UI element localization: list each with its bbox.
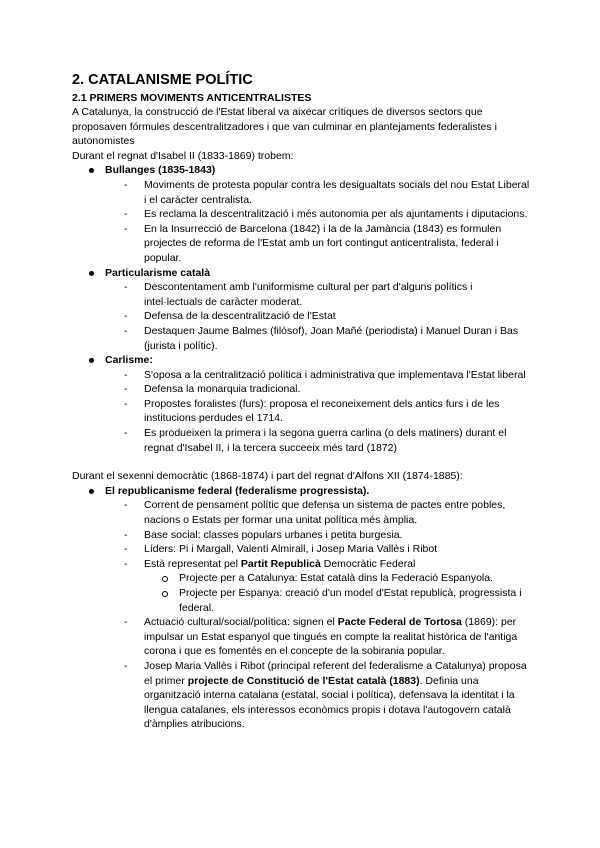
list-item: - Destaquen Jaume Balmes (filòsof), Joan Mañé (periodista) i Manuel Duran i Bas (jurista i polític).	[124, 324, 519, 352]
sexenni-bullet-list	[72, 484, 532, 732]
bullet-dot-icon	[89, 168, 94, 173]
bullet-dot-icon	[89, 271, 94, 276]
bullet-title: Bullanges (1835-1843)	[105, 164, 216, 177]
bullet-particularisme	[72, 266, 532, 354]
intro-paragraph: A Catalunya, la construcció de l'Estat liberal va aixecar crítiques de diversos sectors que proposaven fórmules descentralitzadores i que van culminar en plantejaments federalistes i autonomistes	[72, 106, 497, 148]
list-item: - Es reclama la descentralització i més autonomia per als ajuntaments i diputacions.	[124, 208, 528, 221]
section-title: 2. CATALANISME POLÍTIC	[72, 72, 253, 88]
dash-icon: -	[124, 528, 128, 541]
list-item: - Base social: classes populars urbanes i petita burgesia.	[124, 528, 403, 541]
particularisme-list	[105, 280, 532, 353]
list-item: - Està representat pel Partit Republicà Democràtic Federal Projecte per a Catalunya: Estat català dins la Federació Espanyola. Projecte per Espanya: creació d'un model d'Estat republicà, progressista i federal.	[105, 557, 532, 615]
carlisme-list	[105, 368, 532, 456]
sublist-item: Projecte per Espanya: creació d'un model d'Estat republicà, progressista i federal.	[144, 586, 532, 615]
list-item: - Defensa la monarquia tradicional.	[124, 383, 301, 396]
dash-icon: -	[124, 222, 128, 235]
dash-icon: -	[124, 543, 128, 556]
list-item: - Actuació cultural/social/política: signen el Pacte Federal de Tortosa (1869): per impulsar un Estat espanyol que tingués en compte la realitat històrica de l'antiga corona i que es fomentés en el concepte de la sobirania popular.	[124, 616, 518, 658]
dash-icon: -	[124, 499, 128, 512]
sublist-item: Projecte per a Catalunya: Estat català dins la Federació Espanyola.	[144, 571, 532, 586]
list-item: - Propostes foralistes (furs): proposa el reconeixement dels antics furs i de les institucions perdudes el 1714.	[124, 397, 500, 425]
dash-icon: -	[124, 178, 128, 191]
dash-icon: -	[124, 397, 128, 410]
bullet-title: Particularisme català	[105, 266, 211, 279]
isabel-bullet-list	[72, 163, 532, 455]
project-sublist	[144, 571, 532, 615]
list-item: - S'oposa a la centralització política i administrativa que implementava l'Estat liberal	[124, 368, 526, 381]
dash-icon: -	[124, 427, 128, 440]
bullet-title: El republicanisme federal (federalisme progressista).	[105, 484, 370, 497]
sexenni-intro: Durant el sexenni democràtic (1868-1874) i part del regnat d'Alfons XII (1874-1885):	[72, 470, 463, 483]
list-item: - Líders: Pi i Margall, Valentí Almirall, i Josep Maria Vallès i Ribot	[124, 543, 438, 556]
bullet-republicanisme	[72, 484, 532, 732]
list-item: - Es produeixen la primera i la segona guerra carlina (o dels matiners) durant el regnat d'Isabel II, i la tercera succeeix més tard (1872)	[124, 427, 507, 454]
bullet-dot-icon	[89, 358, 94, 363]
circle-bullet-icon	[162, 591, 168, 597]
dash-icon: -	[124, 557, 128, 570]
circle-bullet-icon	[162, 576, 168, 582]
dash-icon: -	[124, 310, 128, 323]
republicanisme-list	[105, 498, 532, 732]
dash-icon: -	[124, 324, 128, 337]
list-item: - Descontentament amb l'uniformisme cultural per part d'alguns polítics i intel·lectuals de caràcter moderat.	[124, 281, 473, 308]
isabel-intro: Durant el regnat d'Isabel II (1833-1869) trobem:	[72, 149, 294, 162]
bullanges-list	[105, 178, 532, 266]
dash-icon: -	[124, 208, 128, 221]
document-page	[72, 72, 532, 732]
dash-icon: -	[124, 281, 128, 294]
list-item: - Corrent de pensament polític que defensa un sistema de pactes entre pobles, nacions o Estats per formar una unitat política més àmplia.	[124, 499, 506, 527]
list-item: - Moviments de protesta popular contra les desigualtats socials del nou Estat Liberal i el caràcter centralista.	[124, 178, 530, 206]
list-item: - Josep Maria Vallès i Ribot (principal referent del federalisme a Catalunya) proposa el primer projecte de Constitució de l'Estat català (1883). Definia una organització interna catalana (estatal, social i política), defensava la identitat i la llengua catalanes, els interessos econòmics propis i dotava l'autogovern català d'àmplies atribucions.	[124, 659, 527, 731]
dash-icon: -	[124, 659, 128, 672]
dash-icon: -	[124, 616, 128, 629]
bullet-bullanges	[72, 163, 532, 265]
bullet-dot-icon	[89, 489, 94, 494]
bullet-carlisme	[72, 353, 532, 455]
bullet-title: Carlisme:	[105, 354, 153, 367]
list-item: - Defensa de la descentralització de l'Estat	[124, 310, 336, 323]
subsection-title: 2.1 PRIMERS MOVIMENTS ANTICENTRALISTES	[72, 92, 312, 104]
list-item: - En la Insurrecció de Barcelona (1842) i la de la Jamància (1843) es formulen projectes de reforma de l'Estat amb un fort contingut anticentralista, federal i popular.	[124, 222, 502, 264]
dash-icon: -	[124, 383, 128, 396]
dash-icon: -	[124, 368, 128, 381]
